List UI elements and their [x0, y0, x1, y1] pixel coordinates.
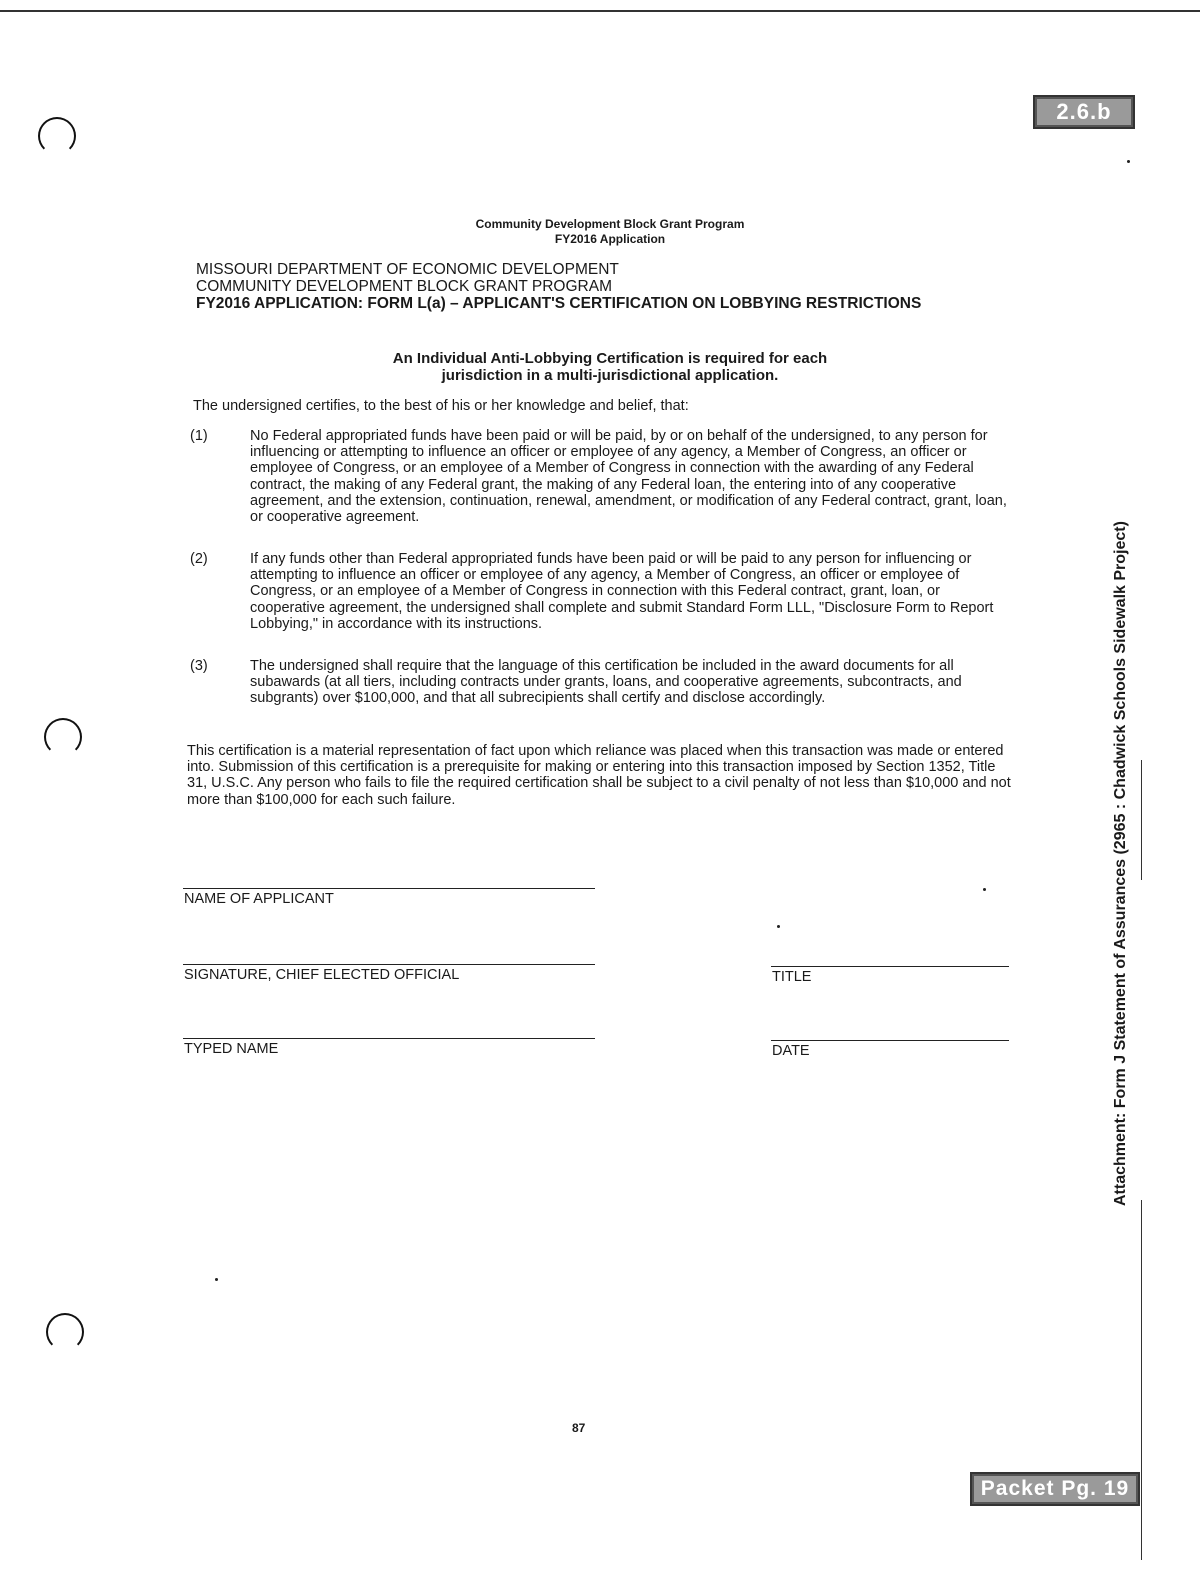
applicant-name-label: NAME OF APPLICANT	[184, 891, 334, 907]
date-label: DATE	[772, 1043, 810, 1059]
scan-speck	[1127, 160, 1130, 163]
department-line-2: COMMUNITY DEVELOPMENT BLOCK GRANT PROGRAM	[196, 278, 612, 295]
punch-hole-middle	[44, 718, 82, 756]
department-line-1: MISSOURI DEPARTMENT OF ECONOMIC DEVELOPMENT	[196, 261, 619, 278]
side-attachment-label	[1112, 406, 1136, 1206]
packet-page-badge: Packet Pg. 19	[970, 1472, 1140, 1506]
punch-hole-bottom	[46, 1313, 84, 1351]
title-line[interactable]	[771, 966, 1009, 967]
date-line[interactable]	[771, 1040, 1009, 1041]
typed-name-label: TYPED NAME	[184, 1041, 279, 1057]
side-attachment-text: Attachment: Form J Statement of Assurances (2965 : Chadwick Schools Sidewalk Project)	[1112, 521, 1129, 1206]
title-label: TITLE	[772, 969, 812, 985]
margin-rule	[1141, 1200, 1142, 1560]
margin-rule	[1141, 760, 1142, 880]
notice-line-2: jurisdiction in a multi-jurisdictional application.	[441, 367, 779, 384]
top-border-line	[0, 10, 1200, 12]
item-number: (2)	[190, 551, 208, 567]
department-heading	[196, 261, 921, 312]
signature-label: SIGNATURE, CHIEF ELECTED OFFICIAL	[184, 967, 460, 983]
page-number: 87	[572, 1421, 586, 1435]
scan-speck	[777, 925, 780, 928]
item-number: (3)	[190, 658, 208, 674]
signature-line[interactable]	[183, 964, 595, 965]
applicant-name-line[interactable]	[183, 888, 595, 889]
typed-name-line[interactable]	[183, 1038, 595, 1039]
item-text: The undersigned shall require that the language of this certification be included in the award documents for all subawards (at all tiers, including contracts under grants, loans, and cooperative agreements, subcontracts, and subgrants) over $100,000, and that all subrecipients shall certify and disclose accordingly.	[250, 658, 962, 707]
item-text: No Federal appropriated funds have been paid or will be paid, by or on behalf of the undersigned, to any person for influencing or attempting to influence an officer or employee of any agency, a Member of Congress, an officer or employee of Congress, or an employee of a Member of Congress in connection with the awarding of any Federal contract, the making of any Federal grant, the making of any Federal loan, the entering into of any cooperative agreement, and the extension, continuation, renewal, amendment, or modification of any Federal contract, grant, loan, or cooperative agreement.	[250, 428, 1007, 526]
punch-hole-top	[38, 117, 76, 155]
closing-paragraph: This certification is a material representation of fact upon which reliance was placed when this transaction was made or entered into. Submission of this certification is a prerequisite for making or entering into this transaction imposed by Section 1352, Title 31, U.S.C. Any person who fails to file the required certification shall be subject to a civil penalty of not less than $10,000 and not more than $100,000 for each such failure.	[187, 743, 1011, 808]
notice-line-1: An Individual Anti-Lobbying Certification is required for each	[392, 350, 828, 367]
certification-notice	[320, 350, 900, 384]
item-number: (1)	[190, 428, 208, 444]
scan-speck	[983, 888, 986, 891]
program-name: Community Development Block Grant Program	[475, 217, 745, 231]
application-year: FY2016 Application	[554, 232, 666, 246]
item-text: If any funds other than Federal appropriated funds have been paid or will be paid to any person for influencing or attempting to influence an officer or employee of any agency, a Member of Congress, an officer or employee of Congress, or an employee of a Member of Congress in connection with this Federal contract, grant, loan, or cooperative agreement, the undersigned shall complete and submit Standard Form LLL, "Disclosure Form to Report Lobbying," in accordance with its instructions.	[250, 551, 994, 632]
form-title: FY2016 APPLICATION: FORM L(a) – APPLICANT'S CERTIFICATION ON LOBBYING RESTRICTIONS	[196, 295, 922, 312]
scan-speck	[215, 1278, 218, 1281]
intro-statement: The undersigned certifies, to the best of his or her knowledge and belief, that:	[193, 398, 689, 414]
program-header	[400, 217, 820, 247]
agenda-item-badge: 2.6.b	[1033, 95, 1135, 129]
